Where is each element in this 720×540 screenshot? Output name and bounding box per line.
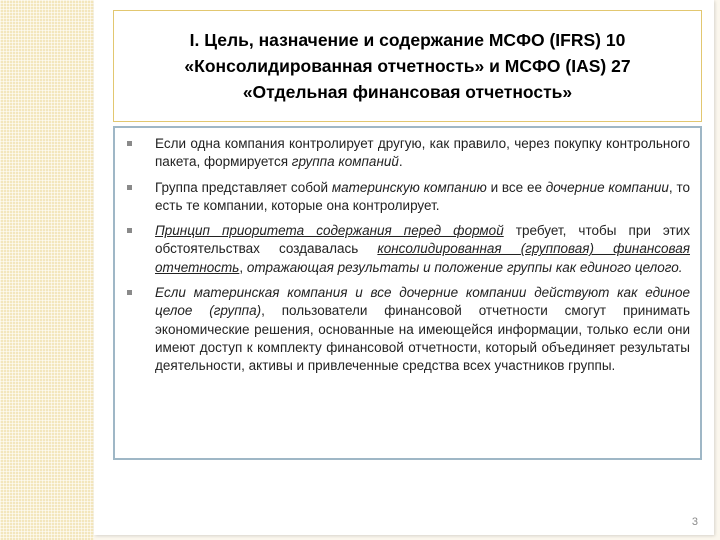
bullet-2-text-end: , то есть те компании, которые она контролирует.: [155, 179, 691, 213]
decorative-side-strip: [0, 0, 94, 540]
bullet-1-text: Если одна компания контролирует другую, как правило, через покупку контрольного пакета, формируется: [155, 136, 690, 170]
bullet-3-text: требует, чтобы при этих обстоятельствах создавалась: [155, 223, 690, 257]
bullet-item-2: [121, 179, 690, 216]
bullet-4-condition: Если материнская компания и все дочерние компании действуют как единое целое (группа): [155, 285, 690, 319]
square-bullet-icon: [127, 228, 132, 233]
bullet-3-comma: ,: [239, 259, 247, 275]
page-number: 3: [691, 516, 698, 528]
title-line-3: «Отдельная финансовая отчетность»: [242, 82, 573, 102]
content-box: [113, 126, 702, 460]
bullet-2-text: Группа представляет собой: [155, 179, 332, 195]
slide-title: [184, 27, 630, 105]
bullet-item-1: [121, 135, 690, 172]
bullet-3-end: отражающая результаты и положение группы как единого целого.: [246, 259, 683, 275]
title-line-2: «Консолидированная отчетность» и МСФО (IAS) 27: [184, 56, 631, 76]
bullet-1-end: .: [398, 154, 403, 170]
bullet-list: [121, 135, 690, 376]
bullet-4-text: , пользователи финансовой отчетности смогут принимать экономические решения, основанные на имеющейся информации, только если они имеют доступ к комплекту финансовой отчетности, который объединяет результаты деятельности, активы и привлеченные средства всех участников группы.: [155, 303, 691, 374]
square-bullet-icon: [127, 141, 132, 146]
bullet-2-text-mid: и все ее: [486, 179, 546, 195]
bullet-2-term-subsidiaries: дочерние компании: [545, 179, 669, 195]
title-box: [113, 10, 702, 122]
bullet-3-principle: Принцип приоритета содержания перед формой: [155, 223, 504, 239]
bullet-1-term: группа компаний: [291, 154, 399, 170]
bullet-2-term-parent: материнскую компанию: [331, 179, 487, 195]
bullet-3-term: консолидированная (групповая) финансовая отчетность: [155, 241, 690, 275]
bullet-item-3: [121, 222, 690, 277]
square-bullet-icon: [127, 290, 132, 295]
bullet-item-4: [121, 284, 690, 375]
title-line-1: I. Цель, назначение и содержание МСФО (IFRS) 10: [189, 30, 626, 50]
square-bullet-icon: [127, 185, 132, 190]
